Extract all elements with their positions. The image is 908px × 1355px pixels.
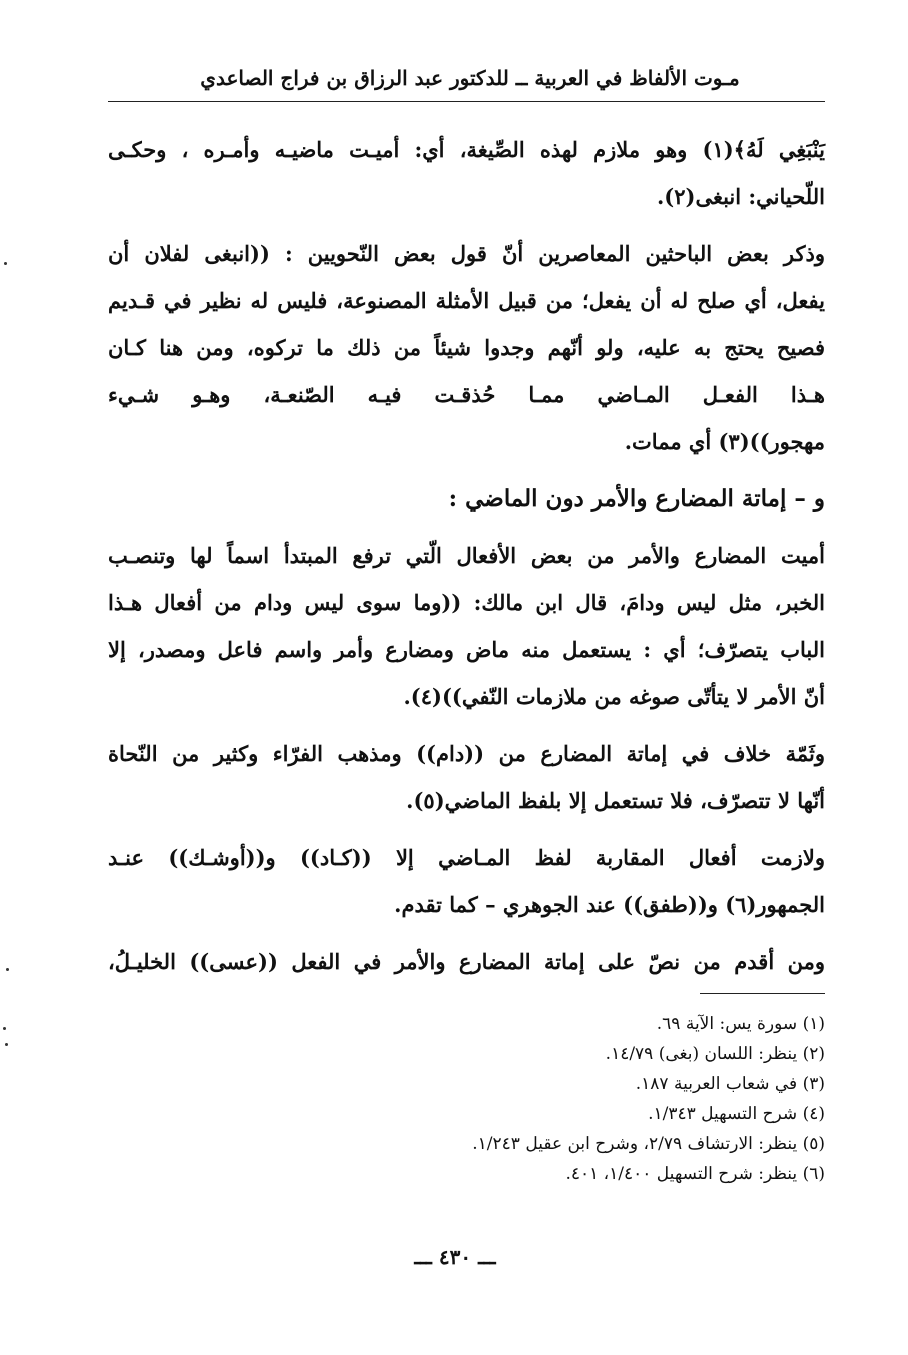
scan-margin-mark bbox=[4, 262, 7, 265]
page-number: ـــ ٤٣٠ ـــ bbox=[414, 1245, 496, 1269]
footnote-3: (٣) في شعاب العربية ١٨٧. bbox=[635, 1074, 825, 1094]
text-line: هـذا الفعـل المـاضي ممـا حُذقـت فيـه الصّنعـة، وهـو شـيء bbox=[108, 382, 825, 407]
footnote-4: (٤) شرح التسهيل ١/٣٤٣. bbox=[648, 1104, 825, 1124]
text-line: أميت المضارع والأمر من بعض الأفعال الّتي ترفع المبتدأ اسماً لها وتنصـب bbox=[108, 543, 825, 568]
body-text bbox=[108, 126, 825, 995]
header-rule bbox=[108, 101, 825, 102]
text-line: ولازمت أفعال المقاربة لفظ المـاضي إلا ((كـاد)) و((أوشـك)) عنـد bbox=[108, 845, 825, 870]
paragraph-6 bbox=[108, 938, 825, 985]
text-line: أنّ الأمر لا يتأتّى صوغه من ملازمات النّفي))(٤). bbox=[403, 684, 825, 709]
footnotes bbox=[300, 1009, 825, 1189]
text-line: مهجور))(٣) أي ممات. bbox=[624, 429, 825, 454]
text-line: اللّحياني: انبغى(٢). bbox=[656, 184, 825, 209]
text-line: وذكر بعض الباحثين المعاصرين أنّ قول بعض النّحويين : ((انبغى لفلان أن bbox=[108, 241, 825, 266]
text-line: يَنْبَغِي لَهُ﴾(١) وهو ملازم لهذه الصِّيغة، أي: أميـت ماضيـه وأمـره ، وحكـى bbox=[108, 137, 825, 162]
paragraph-4 bbox=[108, 730, 825, 824]
scan-margin-mark bbox=[6, 968, 9, 971]
scan-margin-mark bbox=[3, 1027, 6, 1030]
footnote-1: (١) سورة يس: الآية ٦٩. bbox=[656, 1014, 825, 1034]
text-line: ومن أقدم من نصّ على إماتة المضارع والأمر في الفعل ((عسى)) الخليـلُ، bbox=[108, 949, 825, 974]
scan-margin-mark bbox=[5, 1043, 8, 1046]
footnote-5: (٥) ينظر: الارتشاف ٢/٧٩، وشرح ابن عقيل ١/٢٤٣. bbox=[472, 1134, 825, 1154]
paragraph-2 bbox=[108, 230, 825, 465]
footnote-rule bbox=[700, 993, 825, 994]
text-line: الباب يتصرّف؛ أي : يستعمل منه ماض ومضارع وأمر واسم فاعل ومصدر، إلا bbox=[108, 637, 825, 662]
section-heading: و – إماتة المضارع والأمر دون الماضي : bbox=[448, 485, 825, 512]
text-line: الخبر، مثل ليس ودامَ، قال ابن مالك: ((وما سوى ليس ودام من أفعال هـذا bbox=[108, 590, 825, 615]
paragraph-1 bbox=[108, 126, 825, 220]
text-line: أنّها لا تتصرّف، فلا تستعمل إلا بلفظ الماضي(٥). bbox=[406, 788, 825, 813]
running-header: مـوت الألفاظ في العربية ــ للدكتور عبد الرزاق بن فراج الصاعدي bbox=[200, 66, 740, 90]
footnote-6: (٦) ينظر: شرح التسهيل ١/٤٠٠، ٤٠١. bbox=[565, 1164, 825, 1184]
footnote-2: (٢) ينظر: اللسان (بغى) ١٤/٧٩. bbox=[605, 1044, 825, 1064]
paragraph-5 bbox=[108, 834, 825, 928]
text-line: وثَمّة خلاف في إماتة المضارع من ((دام)) ومذهب الفرّاء وكثير من النّحاة bbox=[108, 741, 825, 766]
text-line: يفعل، أي صلح له أن يفعل؛ من قبيل الأمثلة المصنوعة، فليس له نظير في قـديم bbox=[108, 288, 825, 313]
text-line: فصيح يحتج به عليه، ولو أنّهم وجدوا شيئاً من ذلك ما تركوه، ومن هنا كـان bbox=[108, 335, 825, 360]
paragraph-3 bbox=[108, 532, 825, 720]
text-line: الجمهور(٦) و((طفق)) عند الجوهري – كما تقدم. bbox=[394, 892, 825, 917]
